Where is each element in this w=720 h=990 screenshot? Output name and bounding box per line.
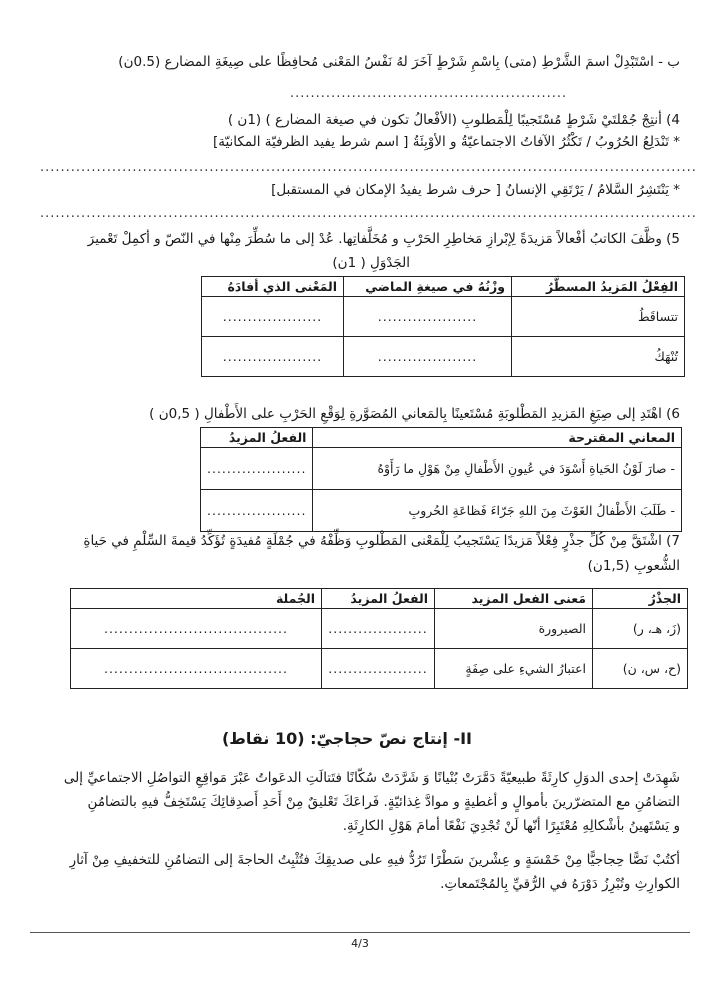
table-header: الجذْرُ bbox=[593, 589, 688, 609]
table-header: مَعنى الفعل المزيد bbox=[435, 589, 593, 609]
answer-line-4b: ................................................................................................................................ bbox=[40, 206, 697, 221]
table-cell: (ح، س، ن) bbox=[593, 649, 688, 689]
answer-cell: .................... bbox=[201, 490, 313, 532]
table-row bbox=[202, 297, 685, 337]
table-cell: الصيرورة bbox=[435, 609, 593, 649]
table-cell: اعتبارُ الشيءِ على صِفَةٍ bbox=[435, 649, 593, 689]
table-row bbox=[71, 649, 688, 689]
question-4-item-2: * يَنْتَشِرُ السَّلامُ / يَرْتَقِي الإنسانُ [ حرف شرط يفيدُ الإمكان في المستقبل] bbox=[271, 182, 680, 198]
table-cell: (زَ، هـ، ر) bbox=[593, 609, 688, 649]
production-context-line-2: التضامُنِ مع المتضرّرينَ بأموالٍ و أغطيةٍ و موادَّ غِذائيّةٍ. فَراعَكَ تَعْليقٌ مِنْ أَحَدِ أَصدِقائِكَ يَسْتَخِفُّ فيهِ بالتضامُنِ bbox=[87, 794, 680, 810]
question-6-prompt: 6) اهْتَدِ إلى صِيَغِ المَزيدِ المَطْلوبَةِ مُسْتَعينًا بِالمَعاني المُصَوَّرةِ لِوَقْعِ الحَرْبِ على الأَطْفالِ ( 0,5ن ) bbox=[149, 406, 680, 422]
table-header-row bbox=[201, 428, 682, 448]
answer-cell: .................... bbox=[344, 297, 512, 337]
question-4-item-1: * تَنْدَلِعُ الحُرُوبُ / تَكْثُرُ الآفاتُ الاجتماعيّةُ و الأوْبِئَةُ [ اسم شرط يفيد الظرفيّة المكانيّة] bbox=[212, 134, 680, 150]
answer-cell: .................... bbox=[201, 448, 313, 490]
table-header-row bbox=[71, 589, 688, 609]
answer-cell: .................... bbox=[322, 649, 435, 689]
table-header: وزْنُهُ في صيغةِ الماضي bbox=[344, 277, 512, 297]
answer-cell: .................... bbox=[344, 337, 512, 377]
question-7-prompt-2: الشُّعوبِ (1,5ن) bbox=[587, 558, 680, 574]
table-row bbox=[201, 490, 682, 532]
table-row bbox=[71, 609, 688, 649]
table-cell: - صارَ لَوْنُ الحَياةِ أَسْوَدَ في عُيونِ الأَطْفالِ مِنْ هَوْلِ ما رَأَوْهُ bbox=[313, 448, 682, 490]
answer-cell: .................... bbox=[202, 337, 344, 377]
table-cell: - طَلَبَ الأَطْفالُ الغَوْثَ مِنَ اللهِ جَرّاءَ فَظاعَةِ الحُروبِ bbox=[313, 490, 682, 532]
production-instruction-line-2: الكوارِثِ وتُبْرِزُ دَوْرَهُ في الرُّقيِّ بِالمُجْتَمعاتِ. bbox=[440, 876, 680, 892]
production-instruction-line-1: أكتُبْ نَصًّا حِجاجيًّا مِنْ خَمْسَةٍ و عِشْرينَ سَطْرًا تَرُدُّ فيهِ على صديقِكَ فتُثْبِتُ الحاجةَ إلى التضامُنِ للتخفيفِ مِنْ آثارِ bbox=[69, 852, 680, 868]
question-b: ب - اسْتَبْدِلْ اسمَ الشَّرْطِ (متى) بِاسْمِ شَرْطٍ آخَرَ لهُ نَفْسُ المَعْنى مُحافِظًا على صِيغَةِ المضارع (0.5ن) bbox=[118, 54, 680, 70]
production-context-line-1: شَهِدَتْ إحدى الدوَلِ كارِثَةً طبيعيّةً دَمَّرَتْ بُنْيانًا وَ شَرَّدَتْ سُكّانًا فتَتالَتِ الدعَواتُ عَبْرَ مَواقِعِ التواصُلِ الاجتماعيِّ إلى bbox=[63, 770, 680, 786]
table-cell: تُنْهَكُ bbox=[512, 337, 685, 377]
page-number: 4/3 bbox=[351, 937, 369, 950]
question-5-prompt-1: 5) وظَّفَ الكاتبُ أفْعالاً مَزيدَةً لِإبْرازِ مَخاطِرِ الحَرْبِ و مُخَلَّفاتِها. عُدْ إلى ما سُطِّرَ مِنْها في النّصّ و أكمِلْ تَعْميرَ bbox=[87, 231, 680, 247]
answer-line-b: ...................................................... bbox=[290, 86, 568, 101]
table-cell: تتساقَطُ bbox=[512, 297, 685, 337]
production-context-line-3: و يَسْتَهينُ بأشْكالِهِ مُعْتَبِرًا أنّها لَنْ تُجْدِيَ نَفْعًا أمامَ هَوْلِ الكارِثَةِ. bbox=[342, 818, 680, 834]
question-5-prompt-2: الجَدْوَلِ ( 1ن) bbox=[332, 255, 410, 271]
answer-cell: .................... bbox=[322, 609, 435, 649]
table-q5 bbox=[201, 276, 685, 377]
answer-cell: ..................................... bbox=[71, 649, 322, 689]
table-q7 bbox=[70, 588, 688, 689]
answer-cell: ..................................... bbox=[71, 609, 322, 649]
table-row bbox=[201, 448, 682, 490]
question-4-prompt: 4) أنتِجْ جُمْلتَيْ شَرْطٍ مُسْتَجيبًا لِلْمَطلوبِ (الأفْعالُ تكون في صيغة المضارع ) (1ن ) bbox=[227, 112, 680, 128]
section-2-title: II- إنتاج نصّ حجاجيّ: (10 نقاط) bbox=[221, 729, 472, 748]
table-header: المَعْنى الذي أفادَهُ bbox=[202, 277, 344, 297]
table-header: الفعلُ المزيدُ bbox=[322, 589, 435, 609]
table-header: الجُملة bbox=[71, 589, 322, 609]
table-q6 bbox=[200, 427, 682, 532]
footer-divider bbox=[30, 932, 690, 933]
table-header: الفعلُ المزيدُ bbox=[201, 428, 313, 448]
table-header-row bbox=[202, 277, 685, 297]
answer-line-4a: ................................................................................................................................ bbox=[40, 160, 697, 175]
question-7-prompt-1: 7) اشْتَقَّ مِنْ كُلِّ جذْرٍ فِعْلاً مَزيدًا يَسْتَجيبُ لِلْمَعْنى المَطْلوبِ وَظِّفْهُ في جُمْلَةٍ مُفيدَةٍ تُؤَكِّدُ قيمةَ السِّلْمِ في حَياةِ bbox=[83, 533, 680, 549]
table-header: المعاني المقترحة bbox=[313, 428, 682, 448]
table-row bbox=[202, 337, 685, 377]
table-header: الفِعْلُ المَزيدُ المسطَّرُ bbox=[512, 277, 685, 297]
answer-cell: .................... bbox=[202, 297, 344, 337]
